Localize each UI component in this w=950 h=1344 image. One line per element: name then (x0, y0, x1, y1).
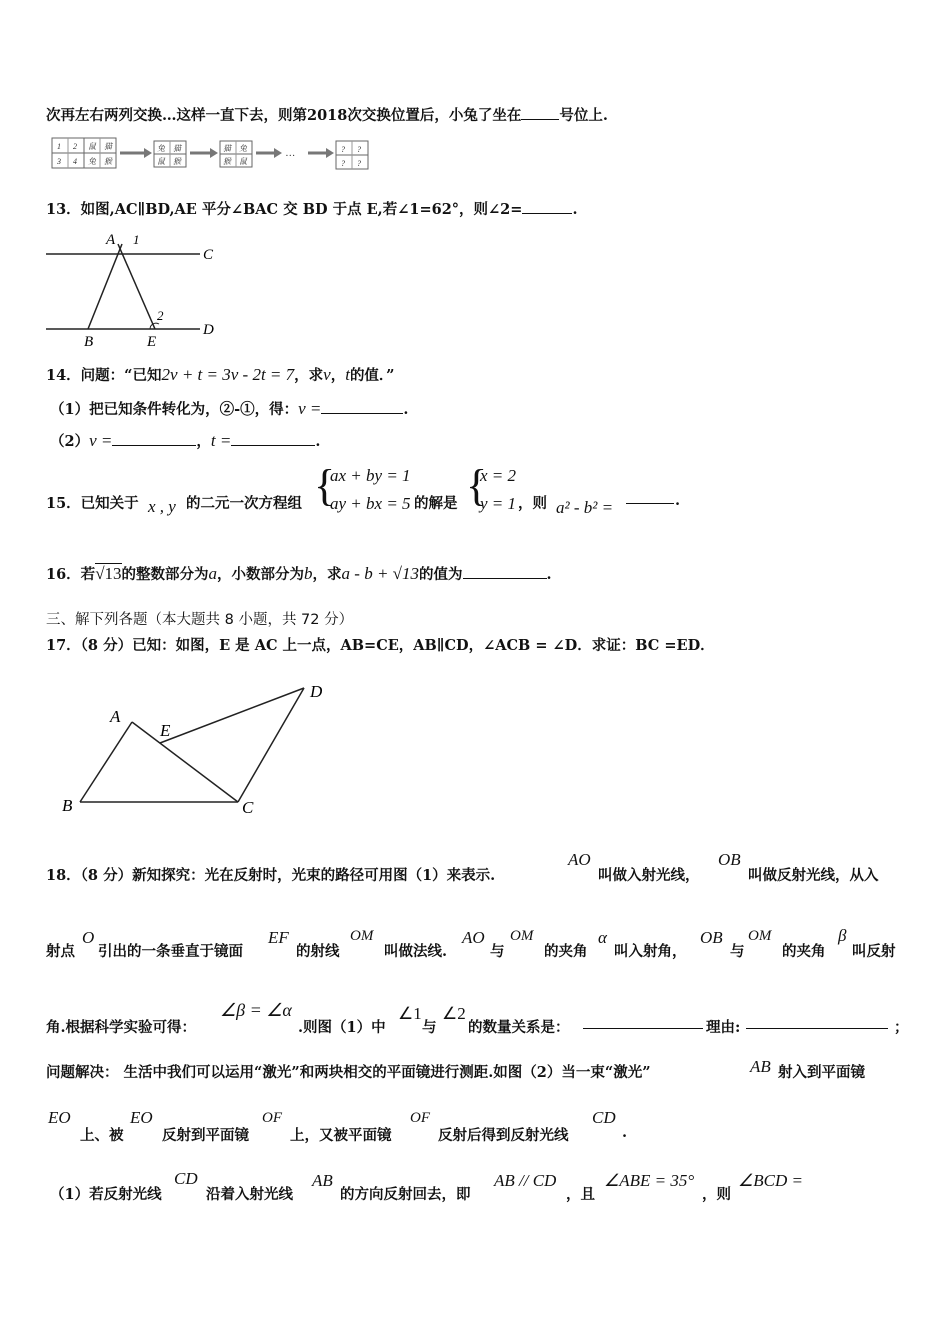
q15-sol2: y = 1 (480, 494, 517, 513)
seat-label: 3 (57, 157, 61, 166)
q15-sol-label: 的解是 (414, 495, 458, 512)
q14-p2-label: （2） (50, 433, 90, 450)
q15-eq1: ax + by = 1 (330, 466, 411, 485)
q18-l4-b-text: 射入到平面镜 (778, 1064, 865, 1081)
angle-equation: ∠β = ∠α (220, 1000, 292, 1020)
q18-l2-g-text: 叫入射角， (614, 943, 687, 960)
parallel-relation: AB // CD (494, 1171, 557, 1190)
q18-l2-j-text: 叫反射 (852, 943, 896, 960)
q14-mid: ，求 (294, 367, 324, 384)
q13-text: 13．如图,AC∥BD,AE 平分∠BAC 交 BD 于点 E,若∠1=62°，则∠2= (46, 201, 523, 218)
q18-l4-b (778, 1061, 865, 1082)
q18-l2-j (852, 940, 896, 961)
var-b: b (304, 564, 313, 583)
q17-text: 17．（8 分）已知：如图，E 是 AC 上一点，AB=CE，AB∥CD，∠ACB = ∠D．求证：BC =ED． (46, 637, 715, 654)
q18-l6-a-text: （1）若反射光线 (50, 1186, 162, 1203)
q14-part2 (50, 430, 320, 451)
symbol-beta: β (838, 926, 847, 945)
q18-l5-d (438, 1124, 569, 1145)
term-ob: OB (718, 850, 741, 869)
term-of: OF (410, 1110, 430, 1126)
q18-l3-f-text: ； (894, 1019, 909, 1036)
term-o: O (82, 928, 95, 947)
q15-sol-text (414, 492, 458, 513)
q18-l6-b (206, 1183, 293, 1204)
arrow-icon (144, 148, 152, 158)
q18-l1-a: 18．（8 分）新知探究：光在反射时，光束的路径可用图（1）来表示. (46, 867, 496, 884)
seat-animal: 鼠 (239, 157, 247, 166)
q15-expr: a² - b² = (556, 498, 614, 517)
q14-p2-comma: ， (196, 433, 211, 450)
q18-l5-d-text: 反射后得到反射光线 (438, 1127, 569, 1144)
q16-t3: ，求 (312, 566, 342, 583)
seat-animal: 猴 (223, 157, 231, 166)
q12-text-a: 次再左右两列交换…这样一直下去，则第 (46, 107, 307, 124)
q15-eq2: ay + bx = 5 (330, 494, 411, 513)
q16-line (46, 563, 552, 584)
label-a: A (110, 707, 121, 726)
q16-head: 16．若 (46, 566, 96, 583)
q18-l4 (46, 1061, 651, 1082)
q18-l6-e (702, 1183, 731, 1204)
answer-blank[interactable] (626, 503, 674, 504)
q18-l2-a-text: 射点 (46, 943, 75, 960)
q18-l3-c-text: 与 (422, 1019, 437, 1036)
answer-blank-relation[interactable] (583, 1028, 703, 1029)
angle-bcd: ∠BCD = (738, 1171, 803, 1190)
q18-l6-d-text: ，且 (566, 1186, 595, 1203)
seat-label: 4 (73, 157, 77, 166)
q14-p2-t: t = (210, 431, 232, 450)
q18-l3-c (422, 1016, 437, 1037)
q15-head-text: 15．已知关于 (46, 495, 139, 512)
label-angle-1: 1 (133, 232, 140, 247)
q14-tail: 的值．” (349, 367, 395, 384)
q12-tail-line (46, 104, 608, 125)
q18-l2-h-text: 与 (730, 943, 745, 960)
term-ob: OB (700, 928, 723, 947)
term-eo: EO (130, 1108, 153, 1127)
arrow-icon (326, 148, 334, 158)
var-t: t (345, 365, 350, 384)
seat-animal: 猫 (104, 142, 112, 151)
var-v: v (323, 365, 331, 384)
seat-animal: 猴 (173, 157, 181, 166)
seat-swap-figure (46, 135, 376, 173)
answer-blank[interactable] (112, 445, 196, 446)
q18-l6-c-text: 的方向反射回去，即 (340, 1186, 471, 1203)
label-b: B (84, 334, 94, 350)
segment-ab (88, 244, 122, 329)
q18-l4-text: 问题解决： 生活中我们可以运用“激光”和两块相交的平面镜进行测距.如图（2）当一束“激光” (46, 1064, 651, 1081)
answer-blank[interactable] (231, 445, 315, 446)
q14-p1-eq: v = (298, 399, 322, 418)
q18-l2-f (544, 940, 588, 961)
term-cd: CD (174, 1169, 198, 1188)
q15-then (518, 492, 547, 513)
term-eo: EO (48, 1108, 71, 1127)
q18-l1-b (598, 864, 700, 885)
seat-animal: 猴 (104, 157, 112, 166)
q18-l2-b (98, 940, 243, 961)
term-om: OM (350, 928, 374, 944)
q16-t2: ，小数部分为 (217, 566, 305, 583)
q16-t1: 的整数部分为 (121, 566, 209, 583)
angle-abe: ∠ABE = 35° (604, 1171, 695, 1190)
q15-end-text: . (675, 492, 681, 509)
label-angle-2: 2 (157, 308, 164, 323)
q14-comma: ， (330, 367, 346, 384)
seat-animal: 兔 (88, 157, 96, 166)
answer-blank[interactable] (521, 119, 559, 120)
q13-line (46, 198, 578, 219)
q18-l5-a (80, 1124, 124, 1145)
term-cd: CD (592, 1108, 616, 1127)
term-ab: AB (750, 1057, 771, 1076)
q13-end: . (572, 201, 578, 218)
term-ab: AB (312, 1171, 333, 1190)
segment-ed (160, 688, 304, 743)
answer-blank[interactable] (522, 213, 572, 214)
q18-l2-d (384, 940, 447, 961)
q16-end: . (546, 566, 552, 583)
q18-l6-c (340, 1183, 471, 1204)
q18-l5-c-text: 上，又被平面镜 (290, 1127, 392, 1144)
q18-l3-e (706, 1016, 740, 1037)
q17-figure (56, 676, 346, 822)
sqrt-13: √13 (95, 564, 122, 583)
q15-head (46, 492, 139, 513)
q14-line (46, 364, 395, 385)
angle-1: ∠1 (398, 1004, 422, 1023)
q18-l3-e-text: 理由: (706, 1019, 741, 1036)
label-e: E (160, 721, 171, 740)
term-ef: EF (268, 928, 289, 947)
q18-l2-a (46, 940, 75, 961)
q18-l5-b-text: 反射到平面镜 (162, 1127, 249, 1144)
q18-l5-c (290, 1124, 392, 1145)
q14-p2-end: . (315, 433, 321, 450)
answer-blank[interactable] (321, 413, 403, 414)
q18-l3-b-text: .则图（1）中 (298, 1019, 386, 1036)
q18-l2-d-text: 叫做法线. (384, 943, 448, 960)
q18-l5-a-text: 上、被 (80, 1127, 124, 1144)
q14-p1-text: （1）把已知条件转化为，②-①，得： (50, 401, 299, 418)
angle-2: ∠2 (442, 1004, 466, 1023)
q15-vars: x , y (148, 497, 176, 516)
q12-text-b: 次交换位置后，小兔了坐在 (347, 107, 522, 124)
seat-unknown: ? (341, 145, 345, 154)
term-ao: AO (568, 850, 591, 869)
q18-l1-b-text: 叫做入射光线， (598, 867, 700, 884)
q18-l2-h (730, 940, 745, 961)
q12-year: 2018 (307, 107, 348, 124)
term-om: OM (510, 928, 534, 944)
seat-label: 1 (57, 142, 61, 151)
label-c: C (242, 798, 254, 817)
q18-l1-c-text: 叫做反射光线，从入 (748, 867, 879, 884)
answer-blank[interactable] (463, 578, 547, 579)
q15-sol1: x = 2 (480, 466, 517, 485)
q16-t4: 的值为 (419, 566, 463, 583)
arrow-icon (274, 148, 282, 158)
q18-l1-c (748, 864, 879, 885)
q14-equation: 2v + t = 3v - 2t = 7 (161, 365, 295, 384)
section-title: 三、解下列各题（本大题共 8 小题，共 72 分） (46, 612, 354, 628)
arrow-icon (210, 148, 218, 158)
q15-mid-text: 的二元一次方程组 (186, 495, 302, 512)
q18-l2-c (296, 940, 340, 961)
label-e: E (147, 334, 157, 350)
label-b: B (62, 796, 73, 815)
q18-l3-d-text: 的数量关系是： (468, 1019, 570, 1036)
q18-l2-c-text: 的射线 (296, 943, 340, 960)
q15-then-text: ，则 (518, 495, 547, 512)
q18-l5-e (622, 1124, 627, 1141)
q18-l2-i-text: 的夹角 (782, 943, 826, 960)
q18-l2-i (782, 940, 826, 961)
label-d: D (310, 682, 323, 701)
q15-end (675, 492, 680, 509)
q14-head: 14．问题：“已知 (46, 367, 162, 384)
q18-l2-e (490, 940, 505, 961)
term-of: OF (262, 1110, 282, 1126)
q13-figure (40, 228, 230, 350)
answer-blank-reason[interactable] (746, 1028, 888, 1029)
q15-mid (186, 492, 302, 513)
seat-animal: 鼠 (88, 142, 96, 151)
q18-l6-a (50, 1183, 162, 1204)
term-ao: AO (462, 928, 485, 947)
segment-ab (80, 722, 132, 802)
ellipsis: … (286, 148, 295, 159)
label-d: D (203, 322, 214, 338)
q16-expr: a - b + √13 (341, 564, 419, 583)
q18-l6-d (566, 1183, 595, 1204)
q18-line1 (46, 864, 495, 885)
var-a: a (208, 564, 218, 583)
seat-animal: 兔 (239, 144, 247, 153)
q17-line (46, 634, 715, 655)
seat-animal: 兔 (157, 144, 165, 153)
seat-label: 2 (73, 142, 77, 151)
q18-l2-e-text: 与 (490, 943, 505, 960)
q18-l6-e-text: ，则 (702, 1186, 731, 1203)
q18-l6-b-text: 沿着入射光线 (206, 1186, 293, 1203)
q18-l5-b (162, 1124, 249, 1145)
left-brace: { (466, 461, 488, 510)
seat-animal: 猫 (173, 144, 181, 153)
seat-unknown: ? (357, 145, 361, 154)
q14-p1-end: . (403, 401, 409, 418)
q18-l5-e-text: . (622, 1124, 628, 1141)
q18-l3-a (46, 1016, 196, 1037)
seat-animal: 鼠 (157, 157, 165, 166)
label-c: C (203, 247, 214, 263)
q18-l3-d (468, 1016, 570, 1037)
symbol-alpha: α (598, 928, 607, 947)
q18-l2-f-text: 的夹角 (544, 943, 588, 960)
term-om: OM (748, 928, 772, 944)
q14-part1 (50, 398, 408, 419)
q12-text-c: 号位上. (559, 107, 608, 124)
q18-l2-b-text: 引出的一条垂直于镜面 (98, 943, 243, 960)
q18-l3-a-text: 角.根据科学实验可得： (46, 1019, 197, 1036)
q18-l3-f (894, 1016, 909, 1037)
seat-unknown: ? (357, 159, 361, 168)
segment-cd (238, 688, 304, 802)
seat-animal: 猫 (223, 144, 231, 153)
left-brace: { (314, 461, 336, 510)
segment-ae (118, 244, 155, 329)
q18-l2-g (614, 940, 687, 961)
label-a: A (106, 232, 116, 248)
seat-unknown: ? (341, 159, 345, 168)
q18-l3-b (298, 1016, 386, 1037)
q14-p2-v: v = (89, 431, 113, 450)
